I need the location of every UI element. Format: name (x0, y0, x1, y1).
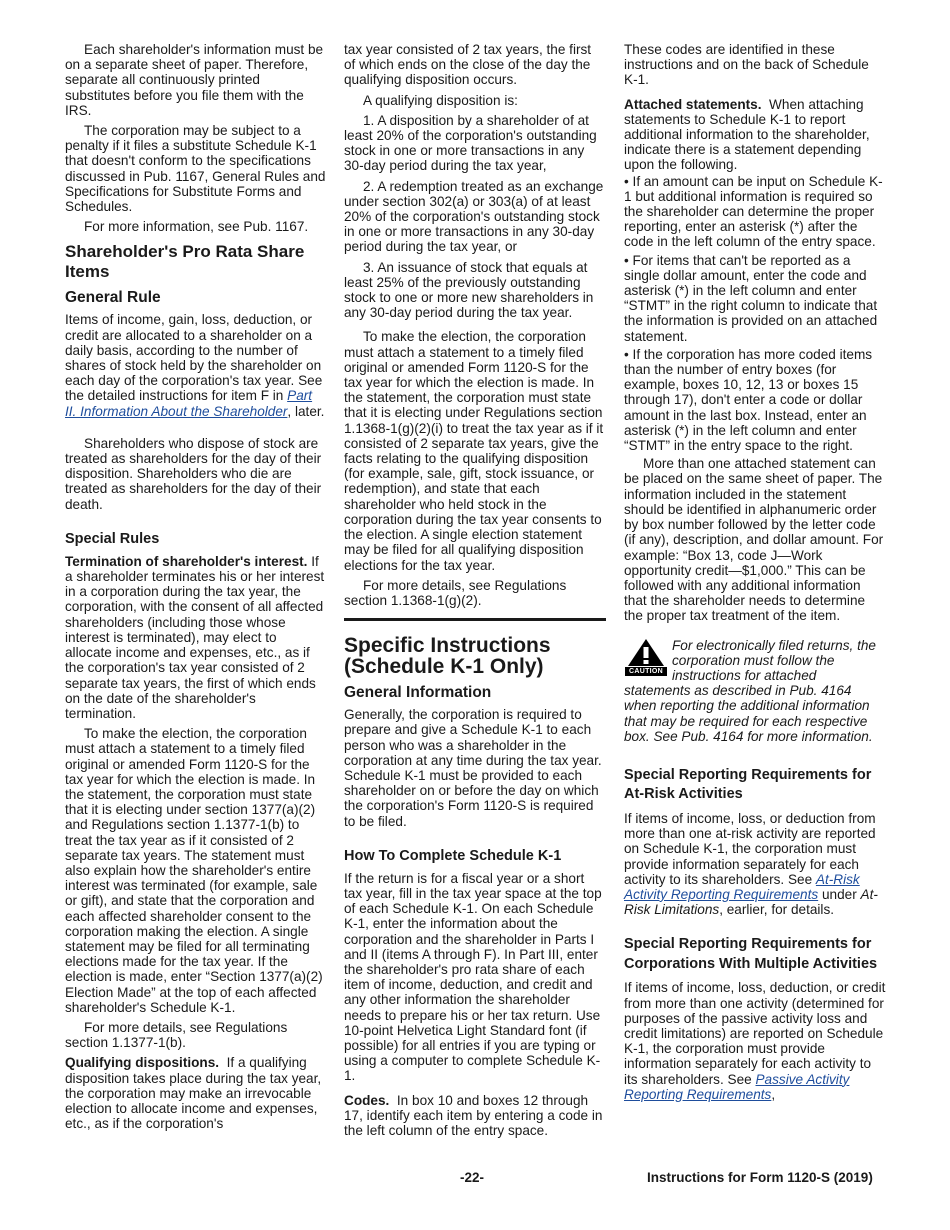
paragraph: If the return is for a fiscal year or a short tax year, fill in the tax year space at the top of each Schedule K-1. On each Schedule K-1, enter the information about the corporation and the shareholder in Parts I and II (items A through F). In Part III, enter the shareholder's pro rata share of each item of income, deduction, and credit and any other information the shareholder needs to prepare his or her tax return. Use 10-point Helvetica Light Standard font (if possible) for all entries if you are typing or using a computer to complete Schedule K-1. (344, 870, 602, 1084)
section-heading-pro-rata: Shareholder's Pro Rata Share Items (65, 242, 305, 282)
column-1 (65, 42, 327, 1136)
list-item: 2. A redemption treated as an exchange under section 302(a) or 303(a) of at least 20% of the corporation's outstanding stock in one or more transactions in any 30-day period during the tax year, or (344, 178, 604, 255)
at-risk-link[interactable]: At-Risk Activity Reporting Requirements (624, 871, 860, 902)
bullet-item: • For items that can't be reported as a single dollar amount, enter the code and asterisk (*) in the left column and enter “STMT” in the right column to indicate that the information is provided on an attached statement. (624, 252, 878, 344)
paragraph: For more information, see Pub. 1167. (84, 219, 309, 235)
list-item: 1. A disposition by a shareholder of at least 20% of the corporation's outstanding stock in one or more transactions in any 30-day period during the tax year, (344, 112, 597, 174)
at-risk-paragraph: If items of income, loss, or deduction from more than one at-risk activity are reported on Schedule K-1, the corporation must provide information separately for each activity to its shareholders. See At-Risk Activity Reporting Requirements under At-Risk Limitations, earlier, for details. (624, 810, 878, 918)
subheading-multiple-activities: Special Reporting Requirements for Corporations With Multiple Activities (624, 936, 878, 972)
paragraph: Generally, the corporation is required to prepare and give a Schedule K-1 to each person who was a shareholder in the corporation at any time during the tax year. Schedule K-1 must be provided to each shareholder on or before the day on which the corporation's Form 1120-S is required to be filed. (344, 707, 602, 829)
section-heading-specific-instructions: Specific Instructions (Schedule K-1 Only) (344, 634, 551, 679)
subheading-special-rules: Special Rules (65, 530, 160, 547)
page-number: -22- (460, 1170, 485, 1185)
subheading-general-rule: General Rule (65, 289, 161, 307)
part-ii-link[interactable]: Part II. Information About the Shareholder (65, 388, 313, 419)
paragraph: These codes are identified in these instructions and on the back of Schedule K-1. (624, 42, 869, 88)
multiple-paragraph: If items of income, loss, deduction, or credit from more than one activity (determined for purposes of the passive activity loss and credit limitations) are reported on Schedule K-1, the corporation must provide information separately for each activity to its shareholders. See Passive Activity Reporting Requirements, (624, 980, 886, 1102)
paragraph: tax year consisted of 2 tax years, the first of which ends on the close of the day the qualifying disposition occurs. (344, 42, 592, 88)
caution-block (624, 638, 886, 744)
bullet-icon: • (624, 346, 629, 362)
paragraph: A qualifying disposition is: (363, 92, 518, 108)
attached-paragraph: Attached statements. When attaching statements to Schedule K-1 to report additional information to the shareholder, indicate there is a statement depending upon the following. (624, 96, 870, 173)
paragraph: For more details, see Regulations section 1.1368-1(g)(2). (344, 577, 567, 608)
column-3 (624, 42, 886, 1107)
codes-paragraph: Codes. In box 10 and boxes 12 through 17, identify each item by entering a code in the left column of the entry space. (344, 1092, 603, 1138)
paragraph: Each shareholder's information must be on a separate sheet of paper. Therefore, separate all continuously printed substitutes before you file them with the IRS. (65, 42, 324, 118)
paragraph: To make the election, the corporation must attach a statement to a timely filed original or amended Form 1120-S for the tax year for which the election is made. In the statement, the corporation must state that it is electing under Regulations section 1.1368-1(g)(2)(i) to treat the tax year as if it consisted of 2 separate tax years, give the facts relating to the qualifying disposition (for example, sale, gift, stock issuance, or redemption), and state that each shareholder who held stock in the corporation during the tax year consents to the election. A single election statement may be filed for all qualifying disposition elections for the tax year. (344, 329, 604, 573)
bullet-icon: • (624, 252, 629, 268)
paragraph: The corporation may be subject to a penalty if it files a substitute Schedule K-1 that doesn't conform to the specifications discussed in Pub. 1167, General Rules and Specifications for Substitute Forms and Schedules. (65, 123, 326, 215)
paragraph: Shareholders who dispose of stock are treated as shareholders for the day of their disposition. Shareholders who die are treated as shareholders for the day of their death. (65, 435, 322, 512)
qualifying-paragraph: Qualifying dispositions. If a qualifying disposition takes place during the tax year, the corporation may make an irrevocable election to allocate income and expenses, etc., as if the corporation's (65, 1055, 322, 1132)
paragraph: More than one attached statement can be placed on the same sheet of paper. The information included in the statement should be identified in alphanumeric order by box number followed by the letter code (if any), description, and dollar amount. For example: “Box 13, code J—Work opportunity credit—$1,000.” This can be followed with any additional information that the shareholder needs to determine the proper tax treatment of the item. (624, 456, 884, 624)
paragraph: To make the election, the corporation must attach a statement to a timely filed original or amended Form 1120-S for the tax year for which the election is made. In the statement, the corporation must state that it is electing under section 1377(a)(2) and Regulations section 1.1377-1(b) to treat the tax year as if it consisted of 2 separate tax years. The statement must also explain how the shareholder's entire interest was terminated (for example, sale or gift), and state that the corporation and each affected shareholder consent to the corporation making the election. A single statement may be filed for all terminating elections made for the tax year. If the election is made, enter “Section 1377(a)(2) Election Made” at the top of each affected shareholder's Schedule K-1. (65, 726, 323, 1015)
paragraph: For more details, see Regulations section 1.1377-1(b). (65, 1019, 288, 1051)
caution-icon (624, 638, 668, 676)
list-item: 3. An issuance of stock that equals at least 25% of the previously outstanding stock to one or more new shareholders in any 30-day period during the tax year. (344, 259, 594, 321)
caution-text: For electronically filed returns, the corporation must follow the instructions for attached statements as described in Pub. 4164 when reporting the additional information that may be required for each respective box. See Pub. 4164 for more information. (624, 637, 876, 744)
section-rule (344, 618, 606, 621)
subheading-at-risk: Special Reporting Requirements for At-Risk Activities (624, 766, 872, 803)
footer-title: Instructions for Form 1120-S (2019) (647, 1170, 873, 1185)
bullet-item: • If an amount can be input on Schedule K-1 but additional information is required so the shareholder can determine the proper reporting, enter an asterisk (*) after the code in the left column of the entry space. (624, 173, 883, 250)
subheading-general-information: General Information (344, 684, 492, 702)
column-2 (344, 42, 606, 1143)
general-rule-paragraph: Items of income, gain, loss, deduction, or credit are allocated to a shareholder on a daily basis, according to the number of shares of stock held by the shareholder on each day of the corporation's tax year. See the detailed instructions for item F in Part II. Information About the Shareholder, later. (65, 312, 325, 419)
bullet-item: • If the corporation has more coded items than the number of entry boxes (for example, boxes 10, 12, 13 or boxes 15 through 17), don't enter a code or dollar amount in the last box. Instead, enter an asterisk (*) in the left column and enter “STMT” in the entry space to the right. (624, 346, 873, 454)
passive-activity-link[interactable]: Passive Activity Reporting Requirements (624, 1071, 850, 1102)
bullet-icon: • (624, 173, 629, 189)
termination-paragraph: Termination of shareholder's interest. If a shareholder terminates his or her interest in a corporation during the tax year, the corporation, with the consent of all affected shareholders (including those whose interest is terminated), may elect to allocate income and expenses, etc., as if the corporation's tax year consisted of 2 separate tax years, the first of which ends on the date of the shareholder's termination. (65, 553, 325, 721)
caution-label: CAUTION (629, 667, 663, 675)
subheading-how-to-complete: How To Complete Schedule K-1 (344, 847, 562, 864)
